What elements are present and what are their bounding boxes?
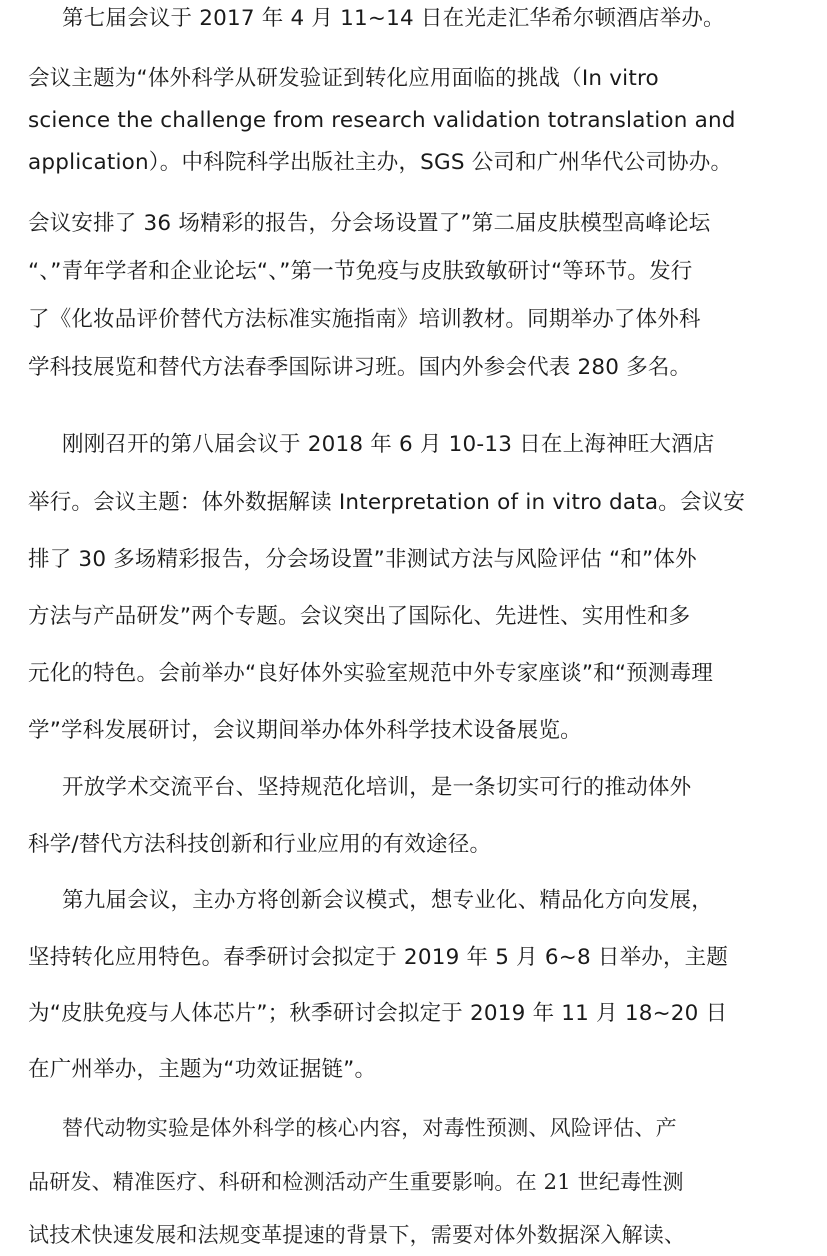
text-line: “、”青年学者和企业论坛“、”第一节免疫与皮肤致敏研讨“等环节。发行 (28, 259, 693, 284)
text-line: 学”学科发展研讨，会议期间举办体外科学技术设备展览。 (28, 718, 582, 743)
text-line: 在广州举办，主题为“功效证据链”。 (28, 1057, 377, 1082)
text-line: 第七届会议于 2017 年 4 月 11~14 日在光走汇华希尔顿酒店举办。 (62, 6, 725, 31)
text-line: 开放学术交流平台、坚持规范化培训，是一条切实可行的推动体外 (62, 775, 692, 800)
text-line: 学科技展览和替代方法春季国际讲习班。国内外参会代表 280 多名。 (28, 355, 692, 380)
text-line: 会议安排了 36 场精彩的报告，分会场设置了”第二届皮肤模型高峰论坛 (28, 211, 711, 236)
text-line: 替代动物实验是体外科学的核心内容，对毒性预测、风险评估、产 (62, 1116, 677, 1140)
text-line: 举行。会议主题：体外数据解读 Interpretation of in vitro data。会议安 (28, 490, 746, 515)
text-line: application）。中科院科学出版社主办，SGS 公司和广州华代公司协办。 (28, 150, 733, 175)
text-line: 品研发、精准医疗、科研和检测活动产生重要影响。在 21 世纪毒性测 (28, 1170, 684, 1194)
text-line: 试技术快速发展和法规变革提速的背景下，需要对体外数据深入解读、 (28, 1223, 686, 1247)
text-line: 排了 30 多场精彩报告，分会场设置”非测试方法与风险评估 “和”体外 (28, 547, 697, 572)
text-line: 坚持转化应用特色。春季研讨会拟定于 2019 年 5 月 6~8 日举办，主题 (28, 945, 729, 970)
text-line: science the challenge from research validation totranslation and (28, 108, 736, 133)
text-line: 会议主题为“体外科学从研发验证到转化应用面临的挑战（In vitro (28, 66, 659, 91)
text-line: 了《化妆品评价替代方法标准实施指南》培训教材。同期举办了体外科 (28, 307, 701, 332)
text-line: 刚刚召开的第八届会议于 2018 年 6 月 10-13 日在上海神旺大酒店 (62, 432, 715, 457)
text-line: 科学/替代方法科技创新和行业应用的有效途径。 (28, 832, 492, 857)
text-line: 方法与产品研发”两个专题。会议突出了国际化、先进性、实用性和多 (28, 604, 691, 629)
text-line: 第九届会议，主办方将创新会议模式，想专业化、精品化方向发展， (62, 888, 714, 913)
text-line: 元化的特色。会前举办“良好体外实验室规范中外专家座谈”和“预测毒理 (28, 661, 714, 686)
text-line: 为“皮肤免疫与人体芯片”；秋季研讨会拟定于 2019 年 11 月 18~20 日 (28, 1001, 728, 1026)
